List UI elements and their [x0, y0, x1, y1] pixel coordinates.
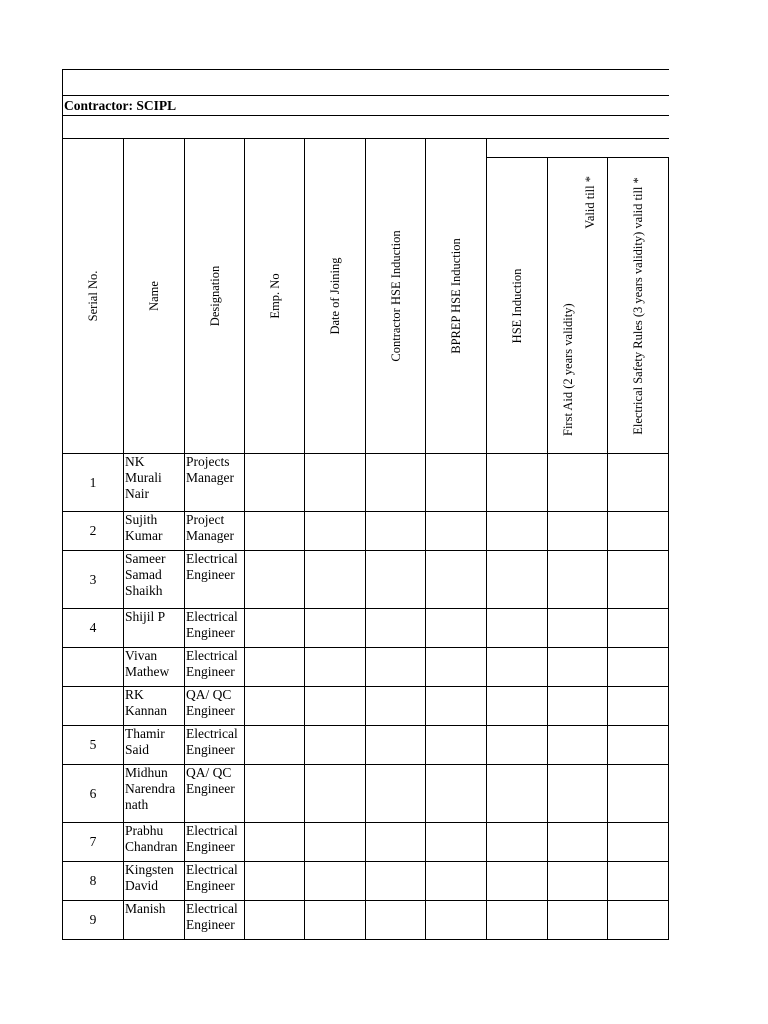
table-row	[63, 648, 669, 687]
contractor-sheet	[62, 69, 668, 940]
header-electrical-safety: Electrical Safety Rules (3 years validity) valid till *	[608, 158, 669, 454]
table-row	[63, 726, 669, 765]
serial-cell: 9	[63, 901, 124, 940]
name-cell: RK Kannan	[124, 687, 185, 726]
serial-cell: 3	[63, 551, 124, 609]
name-cell: Manish	[124, 901, 185, 940]
header-contractor-hse: Contractor HSE Induction	[366, 139, 426, 454]
contractor-label: Contractor: SCIPL	[63, 96, 669, 116]
table-row	[63, 862, 669, 901]
serial-cell	[63, 687, 124, 726]
designation-cell: Electrical Engineer	[185, 648, 245, 687]
header-emp-no: Emp. No	[245, 139, 305, 454]
name-cell: Thamir Said	[124, 726, 185, 765]
first-aid-valid-till: Valid till *	[582, 175, 597, 229]
table-row	[63, 765, 669, 823]
header-bprep-hse: BPREP HSE Induction	[426, 139, 487, 454]
table-row	[63, 609, 669, 648]
designation-cell: Projects Manager	[185, 454, 245, 512]
designation-cell: Electrical Engineer	[185, 862, 245, 901]
designation-cell: Project Manager	[185, 512, 245, 551]
table-row	[63, 687, 669, 726]
name-cell: Vivan Mathew	[124, 648, 185, 687]
serial-cell: 2	[63, 512, 124, 551]
name-cell: Kingsten David	[124, 862, 185, 901]
serial-cell	[63, 648, 124, 687]
contractor-row	[63, 96, 669, 116]
designation-cell: Electrical Engineer	[185, 901, 245, 940]
header-serial: Serial No.	[63, 139, 124, 454]
header-hse-induction: HSE Induction	[487, 158, 548, 454]
serial-cell: 1	[63, 454, 124, 512]
name-cell: Midhun Narendra nath	[124, 765, 185, 823]
designation-cell: Electrical Engineer	[185, 551, 245, 609]
designation-cell: QA/ QC Engineer	[185, 687, 245, 726]
blank-row	[63, 70, 669, 96]
table-row	[63, 512, 669, 551]
serial-cell: 7	[63, 823, 124, 862]
table-row	[63, 551, 669, 609]
header-name: Name	[124, 139, 185, 454]
name-cell: Prabhu Chandran	[124, 823, 185, 862]
name-cell: Sameer Samad Shaikh	[124, 551, 185, 609]
designation-cell: Electrical Engineer	[185, 823, 245, 862]
blank-row	[63, 116, 669, 139]
designation-cell: Electrical Engineer	[185, 726, 245, 765]
serial-cell: 8	[63, 862, 124, 901]
serial-cell: 5	[63, 726, 124, 765]
table-row	[63, 823, 669, 862]
table-row	[63, 454, 669, 512]
name-cell: Shijil P	[124, 609, 185, 648]
designation-cell: Electrical Engineer	[185, 609, 245, 648]
header-date-of-joining: Date of Joining	[305, 139, 366, 454]
name-cell: NK Murali Nair	[124, 454, 185, 512]
personnel-table	[62, 69, 669, 940]
designation-cell: QA/ QC Engineer	[185, 765, 245, 823]
first-aid-label: First Aid (2 years validity)	[560, 302, 575, 436]
name-cell: Sujith Kumar	[124, 512, 185, 551]
header-designation: Designation	[185, 139, 245, 454]
header-first-aid	[548, 158, 608, 454]
serial-cell: 4	[63, 609, 124, 648]
table-row	[63, 901, 669, 940]
header-group-training	[487, 139, 669, 158]
header-row	[63, 139, 669, 158]
serial-cell: 6	[63, 765, 124, 823]
